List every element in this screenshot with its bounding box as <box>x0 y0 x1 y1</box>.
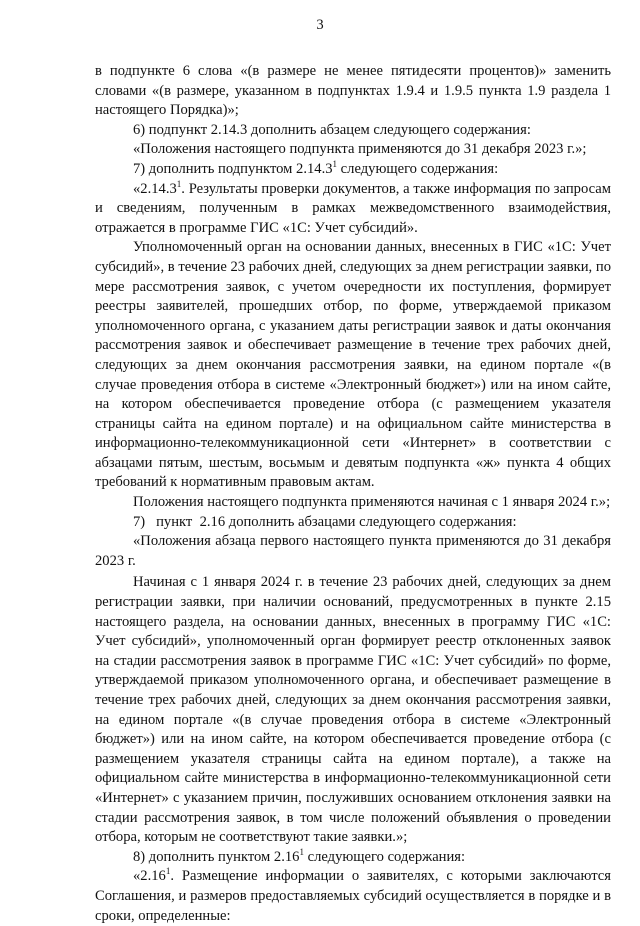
paragraph: «Положения абзаца первого настоящего пункта применяются до 31 декабря 2023 г. <box>95 533 611 569</box>
paragraph: в подпункте 6 слова «(в размере не менее пятидесяти процентов)» заменить словами «(в размере, указанном в подпунктах 1.9.4 и 1.9.5 пункта 1.9 раздела 1 настоящего Порядка)»; <box>95 63 611 119</box>
document-body <box>95 62 611 926</box>
paragraph: 7) дополнить подпунктом 2.14.3$^1$ следующего содержания: <box>133 159 499 177</box>
paragraph: Начиная с 1 января 2024 г. в течение 23 рабочих дней, следующих за днем регистрации заявки, при наличии оснований, предусмотренных в пункте 2.15 настоящего раздела, на основании данных, внесенных в программу ГИС «1С: Учет субсидий», уполномоченный орган формирует реестр отклоненных заявок на стадии рассмотрения заявок в программе ГИС «1С: Учет субсидий» по форме, утверждаемой приказом уполномоченного органа, и обеспечивает размещение в течение трех рабочих дней, следующих за днем окончания рассмотрения заявки, на едином портале «(в случае проведения отбора в системе «Электронный бюджет») или на ином сайте, на котором обеспечивается проведение отбора (с размещением указателя страницы сайта на едином портале), а также на официальном сайте министерства в информационно-телекоммуникационной сети «Интернет» с указанием причин, послуживших основанием отклонения заявки на стадии рассмотрения заявок, в том числе положений объявления о проведении отбора, которым не соответствуют такие заявки.»; <box>95 574 611 846</box>
paragraph: Уполномоченный орган на основании данных, внесенных в ГИС «1С: Учет субсидий», в течение 23 рабочих дней, следующих за днем регистрации заявки, по мере рассмотрения заявок, с учетом очередности их поступления, формирует реестры заявителей, прошедших отбор, по форме, утверждаемой приказом уполномоченного органа, с указанием даты регистрации заявок и даты окончания рассмотрения заявок и обеспечивает размещение в течение трех рабочих дней, следующих за днем окончания рассмотрения заявки, на едином портале «(в случае проведения отбора в системе «Электронный бюджет») или на ином сайте, на котором обеспечивается проведение отбора (с размещением указателя страницы сайта на едином портале) и на официальном сайте министерства в информационно-телекоммуникационной сети «Интернет» в соответствии с абзацами пятым, шестым, восьмым и девятым подпункта «ж» пункта 4 общих требований к нормативным правовым актам. <box>95 239 611 491</box>
paragraph: «2.16$^1$. Размещение информации о заявителях, с которыми заключаются Соглашения, и размеров предоставляемых субсидий осуществляется в порядке и в сроки, определенные: <box>95 866 611 924</box>
paragraph: 7) пункт 2.16 дополнить абзацами следующего содержания: <box>133 513 517 530</box>
paragraph: 6) подпункт 2.14.3 дополнить абзацем следующего содержания: <box>133 121 531 138</box>
paragraph: «Положения настоящего подпункта применяются до 31 декабря 2023 г.»; <box>133 141 587 158</box>
paragraph: Положения настоящего подпункта применяются начиная с 1 января 2024 г.»; <box>133 494 611 511</box>
page-number: 3 <box>316 17 324 33</box>
paragraph: «2.14.3$^1$. Результаты проверки документов, а также информация по запросам и сведениям, полученным в рамках межведомственного взаимодействия, отражается в программе ГИС «1С: Учет субсидий». <box>95 178 611 236</box>
paragraph: 8) дополнить пунктом 2.16$^1$ следующего содержания: <box>133 846 466 865</box>
